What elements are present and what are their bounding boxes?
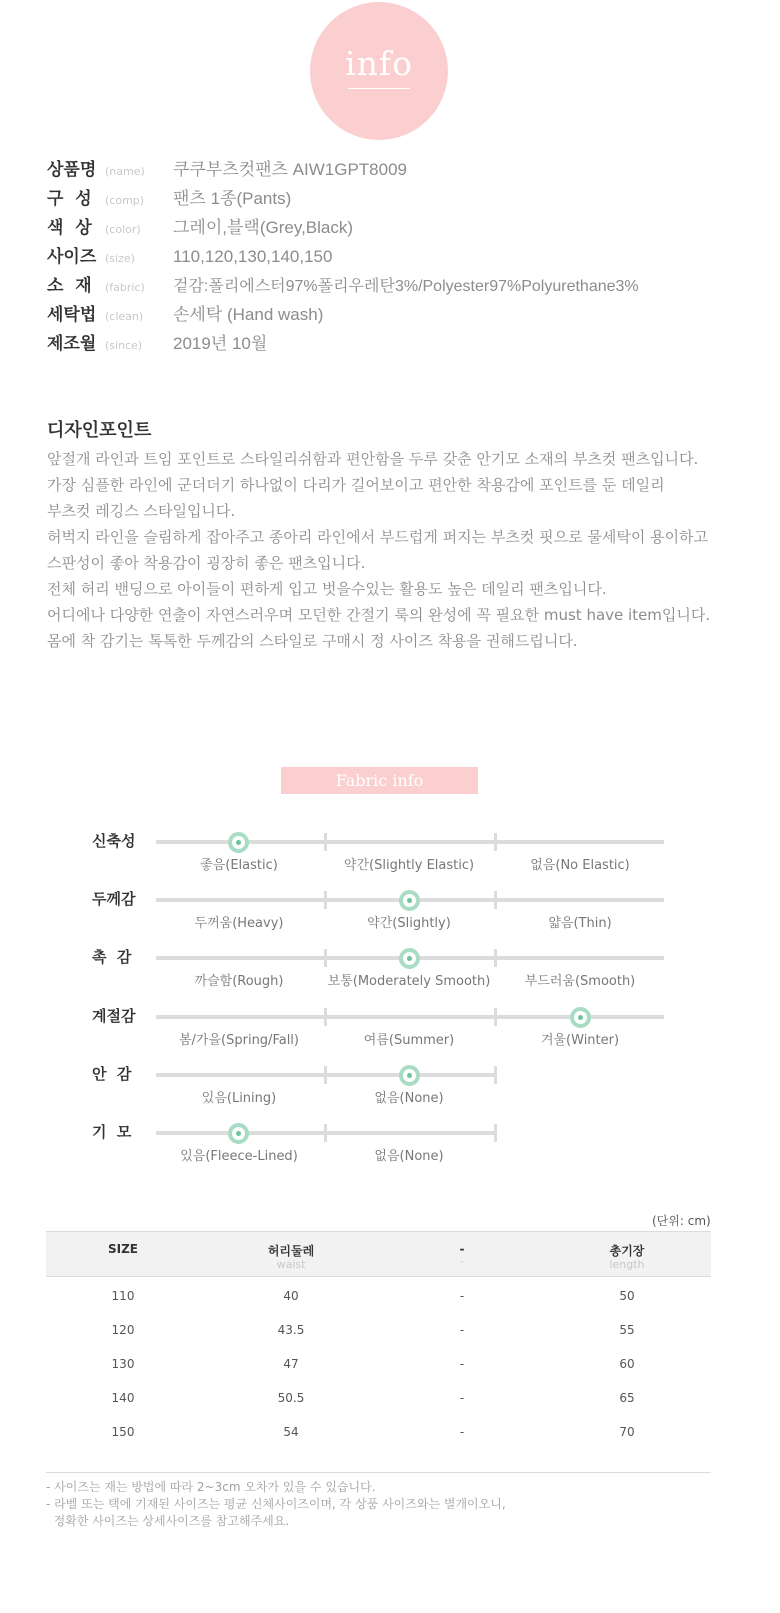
header-main: 총기장 [609, 1244, 645, 1258]
selected-marker [570, 1007, 591, 1028]
spec-en-label: (comp) [105, 194, 145, 207]
table-cell: - [459, 1425, 465, 1439]
selected-marker [399, 890, 420, 911]
selected-marker [399, 948, 420, 969]
table-bottom-rule [46, 1472, 711, 1473]
header-main: 허리둘레 [267, 1244, 315, 1258]
scale-tick [324, 891, 327, 909]
table-cell: 140 [111, 1391, 135, 1405]
spec-en-label: (size) [105, 252, 135, 265]
fabric-info-banner: Fabric info [281, 767, 478, 794]
header-sub: - [460, 1255, 464, 1268]
scale-tick [494, 833, 497, 851]
table-cell: 50 [619, 1289, 635, 1303]
table-cell: 70 [619, 1425, 635, 1439]
scale-tick [494, 1124, 497, 1142]
fabric-row-fleece [92, 1121, 672, 1171]
spec-value: 110,120,130,140,150 [173, 247, 333, 266]
header-main: SIZE [107, 1242, 138, 1256]
option-label: 부드러움(Smooth) [524, 974, 636, 989]
selected-marker [228, 1123, 249, 1144]
design-point-text: 앞절개 라인과 트임 포인트로 스타일리쉬함과 편안함을 두루 갖춘 안기모 소재의 부츠컷 팬츠입니다. 가장 심플한 라인에 군더더기 하나없이 다리가 길어보이고 편안한 착용감에 포인트를 둔 데일리 부츠컷 레깅스 스타일입니다. 허벅지 라인을 슬림하게 잡아주고 종아리 라인에서 부드럽게 퍼지는 부츠컷 핏으로 물세탁이 용이하고 스판성이 좋아 착용감이 굉장히 좋은 팬츠입니다. 전체 허리 밴딩으로 아이들이 편하게 입고 벗을수있는 활용도 높은 데일리 팬츠입니다. 어디에나 다양한 연출이 자연스러우며 모던한 간절기 룩의 완성에 꼭 필요한 must have item입니다. 몸에 착 감기는 톡톡한 두께감의 스타일로 구매시 정 사이즈 착용을 권해드립니다. [47, 450, 711, 650]
spec-label: 색 상 [47, 218, 92, 238]
table-cell: - [459, 1357, 465, 1371]
scale-tick [324, 949, 327, 967]
fabric-row-thickness [92, 888, 672, 938]
size-table [46, 1231, 711, 1449]
table-row [46, 1415, 711, 1449]
table-header-cell [547, 1242, 707, 1271]
spec-value: 손세탁 (Hand wash) [173, 305, 324, 324]
option-label: 까슬함(Rough) [194, 974, 284, 989]
option-label: 좋음(Elastic) [200, 858, 278, 873]
spec-row-since [47, 329, 267, 353]
option-label: 봄/가을(Spring/Fall) [178, 1033, 299, 1048]
spec-label: 상품명 [47, 160, 97, 180]
header-sub: waist [276, 1258, 306, 1271]
spec-value: 겉감:폴리에스터97%폴리우레탄3%/Polyester97%Polyurethane3% [173, 278, 639, 295]
scale-tick [494, 949, 497, 967]
spec-row-name [47, 155, 407, 179]
option-label: 두꺼움(Heavy) [194, 916, 284, 931]
design-point-title: 디자인포인트 [47, 420, 152, 441]
spec-row-comp [47, 184, 291, 208]
note-line: - 사이즈는 재는 방법에 따라 2~3cm 오차가 있을 수 있습니다. [46, 1480, 376, 1494]
table-header [46, 1231, 711, 1277]
scale-tick [324, 1008, 327, 1026]
spec-row-fabric [47, 271, 639, 295]
table-cell: 60 [619, 1357, 635, 1371]
table-cell: 130 [111, 1357, 135, 1371]
table-cell: 120 [111, 1323, 135, 1337]
selected-marker [228, 832, 249, 853]
fabric-row-texture [92, 946, 672, 996]
table-cell: 150 [111, 1425, 135, 1439]
option-label: 약간(Slightly) [367, 916, 451, 931]
option-label: 얇음(Thin) [548, 916, 612, 931]
spec-label: 소 재 [47, 276, 92, 296]
table-cell: - [459, 1391, 465, 1405]
option-label: 약간(Slightly Elastic) [343, 858, 475, 873]
fabric-row-elasticity [92, 830, 672, 880]
table-header-cell [43, 1242, 203, 1256]
table-cell: 47 [283, 1357, 299, 1371]
fabric-row-season [92, 1005, 672, 1055]
spec-label: 세탁법 [47, 305, 97, 325]
note-line: 정확한 사이즈는 상세사이즈를 참고해주세요. [46, 1514, 290, 1528]
option-label: 겨울(Winter) [540, 1033, 620, 1048]
table-cell: 54 [283, 1425, 299, 1439]
spec-row-size [47, 242, 332, 266]
option-label: 없음(None) [374, 1091, 444, 1106]
spec-label: 제조월 [47, 334, 97, 354]
table-cell: 55 [619, 1323, 635, 1337]
scale-tick [324, 833, 327, 851]
info-underline [348, 88, 410, 89]
fabric-row-label: 두께감 [92, 890, 136, 908]
spec-en-label: (since) [105, 339, 143, 352]
spec-en-label: (clean) [105, 310, 144, 323]
table-cell: - [459, 1323, 465, 1337]
scale-tick [494, 1008, 497, 1026]
fabric-row-label: 안 감 [92, 1065, 132, 1083]
header-main: - [459, 1242, 465, 1256]
table-cell: - [459, 1289, 465, 1303]
fabric-row-label: 기 모 [92, 1123, 132, 1141]
table-header-cell [211, 1242, 371, 1271]
selected-marker [399, 1065, 420, 1086]
option-label: 있음(Fleece-Lined) [180, 1149, 298, 1164]
table-cell: 110 [111, 1289, 135, 1303]
table-header-cell [382, 1242, 542, 1268]
spec-row-clean [47, 300, 323, 324]
option-label: 없음(No Elastic) [530, 858, 630, 873]
option-label: 보통(Moderately Smooth) [327, 974, 491, 989]
table-row [46, 1347, 711, 1381]
spec-en-label: (fabric) [105, 281, 145, 294]
scale-tick [494, 1066, 497, 1084]
size-notes [46, 1479, 506, 1530]
fabric-row-lining [92, 1063, 672, 1113]
scale-tick [324, 1066, 327, 1084]
spec-label: 사이즈 [47, 247, 97, 267]
option-label: 여름(Summer) [363, 1033, 455, 1048]
spec-en-label: (name) [105, 165, 145, 178]
table-row [46, 1381, 711, 1415]
spec-en-label: (color) [105, 223, 141, 236]
scale-tick [494, 891, 497, 909]
table-row [46, 1279, 711, 1313]
spec-value: 쿠쿠부츠컷팬츠 AIW1GPT8009 [173, 160, 408, 179]
spec-label: 구 성 [47, 189, 92, 209]
spec-row-color [47, 213, 353, 237]
spec-value: 그레이,블랙(Grey,Black) [173, 218, 354, 237]
option-label: 없음(None) [374, 1149, 444, 1164]
table-cell: 43.5 [277, 1323, 305, 1337]
unit-label: (단위: cm) [652, 1214, 711, 1228]
spec-value: 팬츠 1종(Pants) [173, 189, 292, 208]
fabric-row-label: 촉 감 [92, 948, 132, 966]
table-row [46, 1313, 711, 1347]
table-cell: 50.5 [277, 1391, 305, 1405]
spec-value: 2019년 10월 [173, 334, 268, 353]
scale-tick [324, 1124, 327, 1142]
table-cell: 40 [283, 1289, 299, 1303]
fabric-row-label: 계절감 [92, 1007, 136, 1025]
info-title: info [345, 44, 413, 83]
fabric-row-label: 신축성 [92, 832, 136, 850]
table-cell: 65 [619, 1391, 635, 1405]
option-label: 있음(Lining) [201, 1091, 277, 1106]
header-sub: length [609, 1258, 645, 1271]
note-line: - 라벨 또는 택에 기재된 사이즈는 평균 신체사이즈이며, 각 상품 사이즈와는 별개이오니, [46, 1497, 506, 1511]
